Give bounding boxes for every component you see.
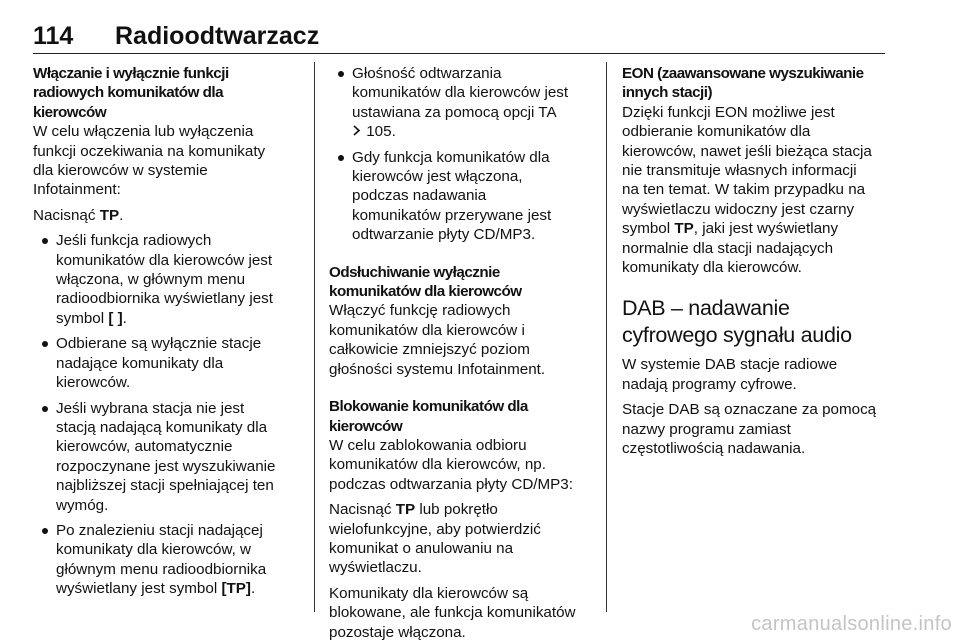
section-heading-dab: DAB – nadawanie cyfrowego sygnału audio — [622, 296, 852, 348]
symbol-tp: [TP] — [221, 580, 251, 598]
bullet-item-6: Gdy funkcja komunikatów dla kierowców jest włączona, podczas nadawania komunikatów przerywane jest odtwarzanie płyty CD/MP3. — [329, 148, 591, 245]
subheading-traffic-toggle: Włączanie i wyłącznie funkcji radiowych komunikatów dla kierowców — [33, 65, 229, 121]
watermark: carmanualsonline.info — [751, 613, 952, 635]
subheading-listen-only: Odsłuchiwanie wyłącznie komunikatów dla kierowców — [329, 263, 522, 301]
subheading-eon: EON (zaawansowane wyszukiwanie innych stacji) — [622, 65, 864, 102]
column-3 — [622, 64, 892, 459]
bullet-item-1: Jeśli funkcja radiowych komunikatów dla kierowców jest włączona, w głównym menu radioodbiornika wyświetlany jest symbol [ ]. — [33, 231, 301, 328]
page-section-title: Radioodtwarzacz — [115, 22, 320, 50]
paragraph-listen-only: Włączyć funkcję radiowych komunikatów dla kierowców i całkowicie zmniejszyć poziom głośności systemu Infotainment. — [329, 302, 546, 378]
page-number: 114 — [33, 22, 74, 50]
column-divider-1 — [314, 62, 315, 612]
column-1 — [33, 64, 301, 599]
bullet-item-3: Jeśli wybrana stacja nie jest stacją nadającą komunikaty dla kierowców, automatycznie rozpoczynane jest wyszukiwanie najbliższej stacji spełniającej ten wymóg. — [33, 399, 301, 515]
column-divider-2 — [606, 62, 607, 612]
paragraph-blocked-note: Komunikaty dla kierowców są blokowane, ale funkcja komunikatów pozostaje włączona. — [329, 584, 576, 641]
paragraph-eon: Dzięki funkcji EON możliwe jest odbieranie komunikatów dla kierowców, nawet jeśli bieżąca stacja nie transmituje własnych informacji na ten temat. W takim przypadku na wyświetlaczu widoczny jest czarny symbol TP, jaki jest wyświetlany normalnie dla stacji nadających komunikaty dla kierowców. — [622, 103, 872, 277]
bullet-item-2: Odbierane są wyłącznie stacje nadające komunikaty dla kierowców. — [33, 334, 301, 392]
paragraph-press-tp-knob: Nacisnąć TP lub pokrętło wielofunkcyjne, aby potwierdzić komunikat o anulowaniu na wyświetlaczu. — [329, 501, 541, 577]
paragraph-blocking: W celu zablokowania odbioru komunikatów dla kierowców, np. podczas odtwarzania płyty CD/MP3: — [329, 436, 573, 493]
paragraph-dab-names: Stacje DAB są oznaczane za pomocą nazwy programu zamiast częstotliwością nadawania. — [622, 401, 877, 458]
column-2 — [329, 64, 591, 642]
arrow-right-icon — [352, 122, 362, 141]
bullet-item-5: Głośność odtwarzania komunikatów dla kierowców jest ustawiana za pomocą opcji TA 105. — [329, 64, 591, 142]
page-reference-link[interactable]: 105. — [366, 123, 396, 141]
page-header — [33, 20, 885, 54]
paragraph-press-tp: Nacisnąć TP. — [33, 206, 124, 224]
paragraph-toggle-intro: W celu włączenia lub wyłączenia funkcji oczekiwania na komunikaty dla kierowców w systemie Infotainment: — [33, 123, 266, 199]
bullet-item-4: Po znalezieniu stacji nadającej komunikaty dla kierowców, w głównym menu radioodbiornika wyświetlany jest symbol [TP]. — [33, 521, 301, 599]
symbol-tp: TP — [674, 220, 694, 238]
paragraph-dab-intro: W systemie DAB stacje radiowe nadają programy cyfrowe. — [622, 356, 838, 393]
tp-key-label: TP — [99, 206, 120, 224]
subheading-blocking: Blokowanie komunikatów dla kierowców — [329, 398, 528, 435]
symbol-brackets: [ ] — [108, 309, 123, 327]
tp-key-label: TP — [395, 501, 416, 519]
